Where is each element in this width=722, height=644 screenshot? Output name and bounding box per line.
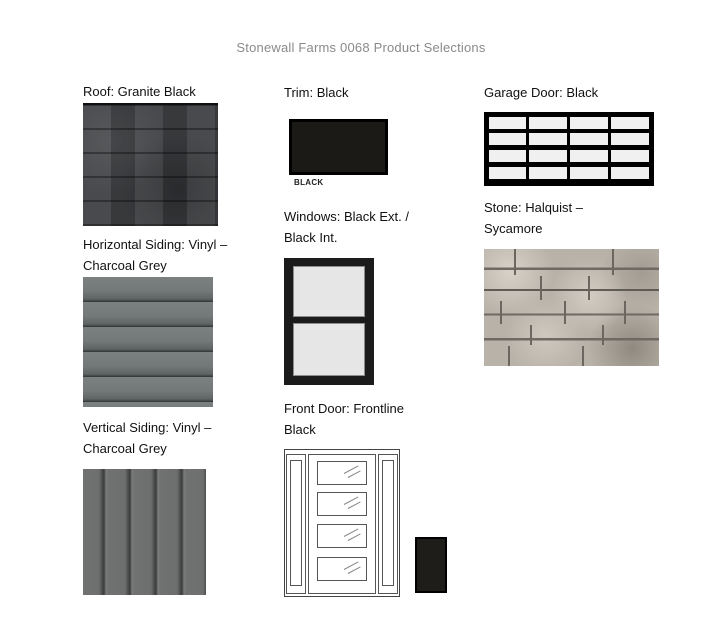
door-glass-panel [317,524,367,548]
windows-label-line1: Windows: Black Ext. / [284,209,409,224]
stone-label-line2: Sycamore [484,221,543,236]
door-glass-panel [317,557,367,581]
stone-swatch [484,249,659,366]
front-door-label-line1: Front Door: Frontline [284,401,404,416]
window-swatch [284,258,374,385]
door-glass-panel [317,492,367,516]
roof-swatch [83,103,218,226]
garage-door-label: Garage Door: Black [484,85,599,100]
left-sidelite-glass [290,460,302,586]
vertical-siding-label-line1: Vertical Siding: Vinyl – [83,420,212,435]
vertical-siding-swatch [83,469,206,595]
window-lower-sash [293,323,365,376]
front-door-label-line2: Black [284,422,316,437]
front-door-drawing [284,449,400,597]
window-upper-sash [293,266,365,317]
windows-label-line2: Black Int. [284,230,338,245]
trim-swatch-caption: BLACK [294,178,324,187]
trim-swatch [289,119,388,175]
roof-label: Roof: Granite Black [83,84,196,99]
horizontal-siding-swatch [83,277,213,407]
front-door-color-swatch [415,537,447,593]
page-title: Stonewall Farms 0068 Product Selections [236,40,486,55]
vertical-siding-label-line2: Charcoal Grey [83,441,167,456]
right-sidelite-glass [382,460,394,586]
stone-label-line1: Stone: Halquist – [484,200,584,215]
trim-label: Trim: Black [284,85,349,100]
horizontal-siding-label-line1: Horizontal Siding: Vinyl – [83,237,228,252]
door-glass-panel [317,461,367,485]
horizontal-siding-label-line2: Charcoal Grey [83,258,167,273]
garage-door-swatch [484,112,654,186]
